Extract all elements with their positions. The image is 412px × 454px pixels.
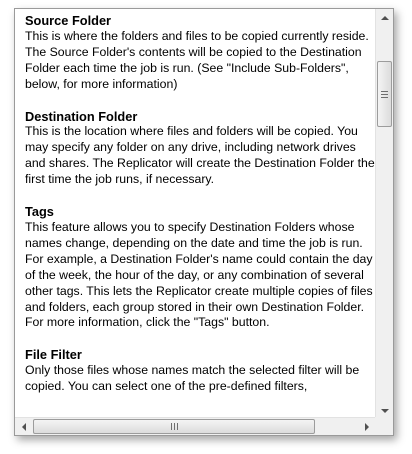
scroll-up-button[interactable] <box>376 9 393 26</box>
section-heading: File Filter <box>25 347 82 363</box>
section-body: This feature allows you to specify Destination Folders whose names change, depending on the date and time the job is run. For example, a Destination Folder's name could contain the day of the week, the hour of the day, or any combination of several other tags. This lets the Replicator create multiple copies of files and folders, each group stored in their own Destination Folder. For more information, click the "Tags" button. <box>25 219 373 330</box>
section-heading: Tags <box>25 204 54 220</box>
scroll-right-button[interactable] <box>358 418 375 435</box>
section-heading: Source Folder <box>25 13 112 28</box>
section-body: This is the location where files and folders will be copied. You may specify any folder on any drive, including network drives and shares. The Replicator will create the Destination Folder the first time the job runs, if necessary. <box>25 124 375 187</box>
section-heading: Destination Folder <box>25 108 138 124</box>
help-text-panel <box>14 8 394 436</box>
section-source-folder <box>25 13 375 93</box>
scrollbar-corner <box>375 417 393 435</box>
horizontal-scrollbar[interactable] <box>15 417 375 435</box>
vertical-scrollbar[interactable] <box>375 9 393 419</box>
grip-icon <box>381 94 388 95</box>
arrow-up-icon <box>381 16 389 20</box>
arrow-left-icon <box>22 423 26 431</box>
grip-icon <box>381 97 388 98</box>
arrow-down-icon <box>381 409 389 413</box>
section-destination-folder <box>25 109 375 189</box>
grip-icon <box>174 423 175 430</box>
grip-icon <box>171 423 172 430</box>
section-body: Only those files whose names match the selected filter will be copied. You can select one of the pre-defined filters, <box>25 363 360 394</box>
grip-icon <box>177 423 178 430</box>
grip-icon <box>381 91 388 92</box>
arrow-right-icon <box>365 423 369 431</box>
section-tags <box>25 204 375 331</box>
section-body: This is where the folders and files to be copied currently reside. The Source Folder's contents will be copied to the Destination Folder each time the job is run. (See "Include Sub-Folders", below, for more information) <box>25 28 369 91</box>
section-file-filter <box>25 347 375 395</box>
vertical-scroll-thumb[interactable] <box>377 61 392 127</box>
help-text-content <box>15 9 375 419</box>
scroll-left-button[interactable] <box>15 418 32 435</box>
horizontal-scroll-thumb[interactable] <box>33 419 315 434</box>
